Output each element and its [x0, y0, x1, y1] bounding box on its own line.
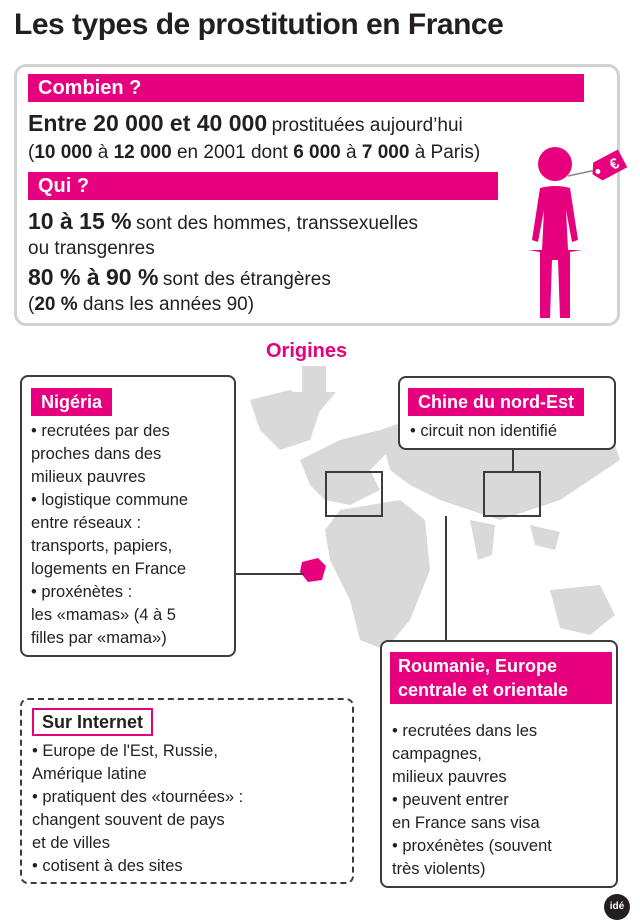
- list-item: très violents): [392, 860, 486, 878]
- qui-stat-1-cont: ou transgenres: [28, 238, 155, 259]
- list-item: • proxénètes (souvent: [392, 837, 552, 855]
- combien-detail: (10 000 à 12 000 en 2001 dont 6 000 à 7 000 à Paris): [28, 142, 481, 163]
- qui-stat-1: 10 à 15 % sont des hommes, transsexuelles: [28, 208, 419, 234]
- list-item: • Europe de l'Est, Russie,: [32, 742, 218, 760]
- nigeria-marker: [300, 558, 326, 582]
- list-item: transports, papiers,: [31, 537, 173, 555]
- list-item: • recrutées dans les: [392, 722, 538, 740]
- list-item: en France sans visa: [392, 814, 540, 832]
- europe-connector: [445, 516, 447, 646]
- chine-list: [410, 420, 557, 443]
- woman-icon: [520, 140, 635, 320]
- list-item: filles par «mama»): [31, 629, 167, 647]
- list-item: • cotisent à des sites: [32, 857, 183, 875]
- chine-header: Chine du nord-Est: [408, 388, 584, 416]
- qui-stat-2: 80 % à 90 % sont des étrangères: [28, 264, 331, 290]
- internet-list: [32, 740, 243, 878]
- combien-line: [28, 110, 463, 137]
- list-item: • logistique commune: [31, 491, 189, 509]
- list-item: Amérique latine: [32, 765, 147, 783]
- combien-big-number: Entre 20 000 et 40 000: [28, 110, 268, 136]
- roumanie-list: [392, 720, 552, 881]
- list-item: et de villes: [32, 834, 110, 852]
- list-item: • peuvent entrer: [392, 791, 509, 809]
- list-item: logements en France: [31, 560, 187, 578]
- origins-label: Origines: [266, 340, 348, 362]
- list-item: milieux pauvres: [31, 468, 146, 486]
- nigeria-header: Nigéria: [31, 388, 112, 416]
- page-title: Les types de prostitution en France: [14, 8, 504, 41]
- combien-header: Combien ?: [28, 74, 584, 102]
- list-item: • recrutées par des: [31, 422, 170, 440]
- list-item: campagnes,: [392, 745, 482, 763]
- list-item: les «mamas» (4 à 5: [31, 606, 176, 624]
- internet-header: Sur Internet: [32, 708, 153, 736]
- list-item: • circuit non identifié: [410, 422, 558, 440]
- list-item: • pratiquent des «tournées» :: [32, 788, 244, 806]
- list-item: entre réseaux :: [31, 514, 142, 532]
- list-item: changent souvent de pays: [32, 811, 225, 829]
- roumanie-header: Roumanie, Europe centrale et orientale: [390, 652, 612, 704]
- combien-suffix: prostituées aujourd’hui: [271, 115, 463, 136]
- nigeria-connector: [234, 573, 304, 575]
- list-item: milieux pauvres: [392, 768, 507, 786]
- svg-text:€: €: [606, 154, 623, 174]
- euro-tag-icon: [588, 150, 627, 184]
- list-item: • proxénètes :: [31, 583, 133, 601]
- list-item: proches dans des: [31, 445, 162, 463]
- qui-header: Qui ?: [28, 172, 498, 200]
- nigeria-list: [31, 420, 188, 650]
- brand-logo: idé: [604, 894, 630, 920]
- qui-stat-3: (20 % dans les années 90): [28, 294, 255, 315]
